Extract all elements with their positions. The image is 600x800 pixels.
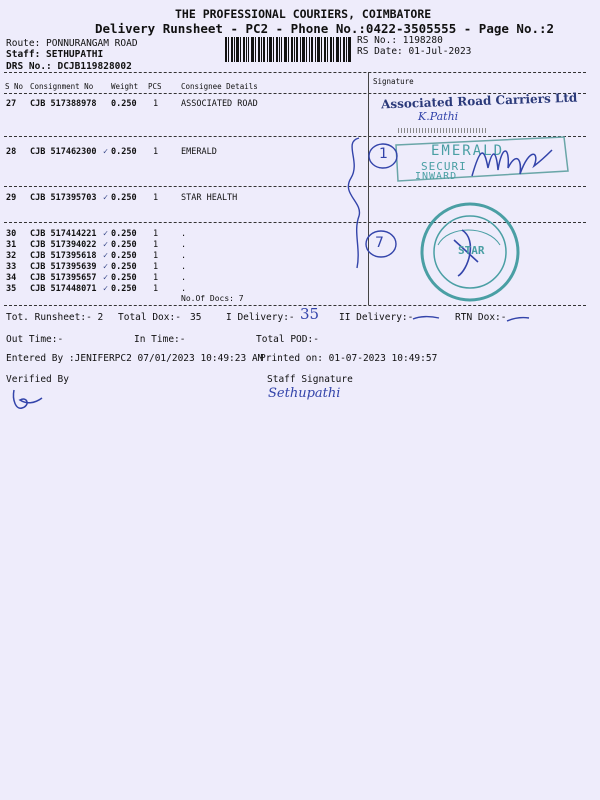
dash-mark-icon (412, 314, 440, 322)
row-consignment: CJB 517395703 (30, 193, 97, 203)
row-sno: 34 (6, 273, 17, 283)
row-weight: 0.250 (111, 193, 137, 203)
check-mark-icon: ✓ (103, 147, 109, 157)
row-pcs: 1 (153, 193, 159, 203)
handwritten-count-7: 7 (375, 235, 384, 251)
row-sno: 32 (6, 251, 17, 261)
associated-signature: K.Pathi (418, 110, 459, 123)
row-consignment: CJB 517395657 (30, 273, 97, 283)
tot-runsheet: Tot. Runsheet:- 2 (6, 312, 104, 323)
handwritten-signature-icon (470, 138, 555, 183)
row-consignment: CJB 517395639 (30, 262, 97, 272)
row-pcs: 1 (153, 273, 159, 283)
table-bottom-rule (4, 305, 586, 306)
row-sno: 30 (6, 229, 17, 239)
row-consignment: CJB 517414221 (30, 229, 97, 239)
verifier-signature-icon (8, 386, 48, 416)
verified-by-label: Verified By (6, 374, 69, 385)
row-pcs: 1 (153, 284, 159, 294)
in-time-label: In Time:- (134, 334, 186, 345)
emerald-stamp-line: INWARD (415, 171, 458, 182)
row-sno: 27 (6, 99, 17, 109)
staff-signature-label: Staff Signature (267, 374, 353, 385)
staff-label: Staff: SETHUPATHI (6, 49, 104, 60)
header-consignee: Consignee Details (181, 82, 258, 91)
row-pcs: 1 (153, 262, 159, 272)
table-top-rule (4, 72, 586, 73)
rs-date: RS Date: 01-Jul-2023 (357, 46, 472, 57)
route-label: Route: PONNURANGAM ROAD (6, 38, 138, 49)
row-consignee: STAR HEALTH (181, 193, 238, 203)
rtn-dox-label: RTN Dox:- (455, 312, 507, 323)
row-pcs: 1 (153, 240, 159, 250)
row-consignment: CJB 517388978 (30, 99, 97, 109)
header-pcs: PCS (148, 82, 162, 91)
row-pcs: 1 (153, 251, 159, 261)
row-pcs: 1 (153, 229, 159, 239)
row-consignee: . (181, 273, 187, 283)
row-weight: 0.250 (111, 251, 137, 261)
drs-number: DRS No.: DCJB119828002 (6, 61, 132, 72)
handwritten-count-1: 1 (379, 146, 388, 162)
row-consignment: CJB 517448071 (30, 284, 97, 294)
round-seal-text: STAR (458, 244, 485, 257)
out-time-label: Out Time:- (6, 334, 64, 345)
row-weight: 0.250 (111, 273, 137, 283)
row-consignment: CJB 517394022 (30, 240, 97, 250)
row-consignment: CJB 517462300 (30, 147, 97, 157)
check-mark-icon: ✓ (103, 262, 109, 272)
row-weight: 0.250 (111, 284, 137, 294)
row-consignee: ASSOCIATED ROAD (181, 99, 258, 109)
row-weight: 0.250 (111, 147, 137, 157)
row-pcs: 1 (153, 147, 159, 157)
check-mark-icon: ✓ (103, 193, 109, 203)
row-sno: 35 (6, 284, 17, 294)
row-consignee: . (181, 229, 187, 239)
dash-mark-icon (506, 315, 530, 323)
row-pcs: 1 (153, 99, 159, 109)
check-mark-icon: ✓ (103, 229, 109, 239)
row-divider (4, 186, 586, 187)
row-weight: 0.250 (111, 229, 137, 239)
i-delivery-label: I Delivery:- (226, 312, 295, 323)
runsheet-subtitle: Delivery Runsheet - PC2 - Phone No.:0422-3505555 - Page No.:2 (95, 21, 555, 36)
row-sno: 28 (6, 147, 17, 157)
barcode-image (225, 37, 351, 62)
row-sno: 33 (6, 262, 17, 272)
row-consignee: . (181, 262, 187, 272)
check-mark-icon: ✓ (103, 284, 109, 294)
entered-by: Entered By :JENIFERPC2 07/01/2023 10:49:23 AM (6, 353, 264, 364)
emerald-stamp-name: EMERALD (431, 143, 505, 159)
i-delivery-value: 35 (300, 305, 320, 323)
row-consignee: . (181, 251, 187, 261)
check-mark-icon: ✓ (103, 240, 109, 250)
stamp-hatch (398, 128, 488, 133)
row-sno: 31 (6, 240, 17, 250)
row-sno: 29 (6, 193, 17, 203)
printed-on: Printed on: 01-07-2023 10:49:57 (260, 353, 438, 364)
emerald-stamp-line: SECURI (421, 160, 467, 173)
ii-delivery-label: II Delivery:- (339, 312, 414, 323)
total-dox-value: 35 (190, 312, 202, 323)
header-signature: Signature (373, 77, 414, 86)
associated-stamp: Associated Road Carriers Ltd (380, 90, 578, 112)
row-consignee: . (181, 240, 187, 250)
total-pod-label: Total POD:- (256, 334, 319, 345)
company-title: THE PROFESSIONAL COURIERS, COIMBATORE (175, 7, 432, 21)
row-weight: 0.250 (111, 99, 137, 109)
header-consignment: Consignment No (30, 82, 94, 91)
check-mark-icon: ✓ (103, 251, 109, 261)
header-sno: S No (5, 82, 24, 91)
row-consignee: EMERALD (181, 147, 217, 157)
header-weight: Weight (111, 82, 139, 91)
total-dox-label: Total Dox:- (118, 312, 181, 323)
staff-signature: Sethupathi (268, 386, 341, 401)
delivery-bracket-icon (335, 132, 405, 282)
no-of-docs: No.Of Docs: 7 (181, 294, 244, 303)
row-consignee: . (181, 284, 187, 294)
row-consignment: CJB 517395618 (30, 251, 97, 261)
rs-number: RS No.: 1198280 (357, 35, 443, 46)
row-weight: 0.250 (111, 240, 137, 250)
row-weight: 0.250 (111, 262, 137, 272)
check-mark-icon: ✓ (103, 273, 109, 283)
